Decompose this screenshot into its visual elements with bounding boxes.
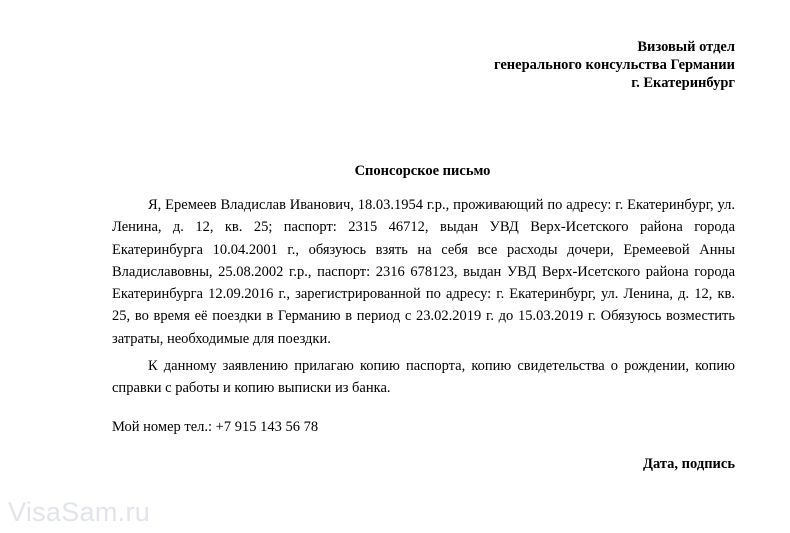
letter-title: Спонсорское письмо — [354, 163, 491, 179]
addressee-line-city: г. Екатеринбург — [631, 75, 735, 91]
phone-line: Мой номер тел.: +7 915 143 56 78 — [112, 419, 319, 435]
addressee-block — [494, 38, 735, 92]
addressee-line-consulate: генерального консульства Германии — [493, 57, 735, 73]
body-paragraph-sponsor-statement: Я, Еремеев Владислав Иванович, 18.03.1954 г.р., проживающий по адресу: г. Екатеринбург, ул. Ленина, д. 12, кв. 25; паспорт: 2315 46712, выдан УВД Верх-Исетского района города Екатеринбурга 10.04.2001 г., обязуюсь взять на себя все расходы дочери, Еремеевой Анны Владиславовны, 25.08.2002 г.р., паспорт: 2316 678123, выдан УВД Верх-Исетского района города Екатеринбурга 12.09.2016 г., зарегистрированной по адресу: г. Екатеринбург, ул. Ленина, д. 12, кв. 25, во время её поездки в Германию в период с 23.02.2019 г. до 15.03.2019 г. Обязуюсь возместить затраты, необходимые для поездки. — [112, 197, 735, 347]
addressee-line-department: Визовый отдел — [637, 39, 735, 55]
body-paragraph-attachments: К данному заявлению прилагаю копию паспорта, копию свидетельства о рождении, копию справки с работы и копию выписки из банка. — [112, 358, 735, 397]
site-watermark: VisaSam.ru — [8, 497, 151, 527]
date-signature-line: Дата, подпись — [643, 456, 735, 472]
